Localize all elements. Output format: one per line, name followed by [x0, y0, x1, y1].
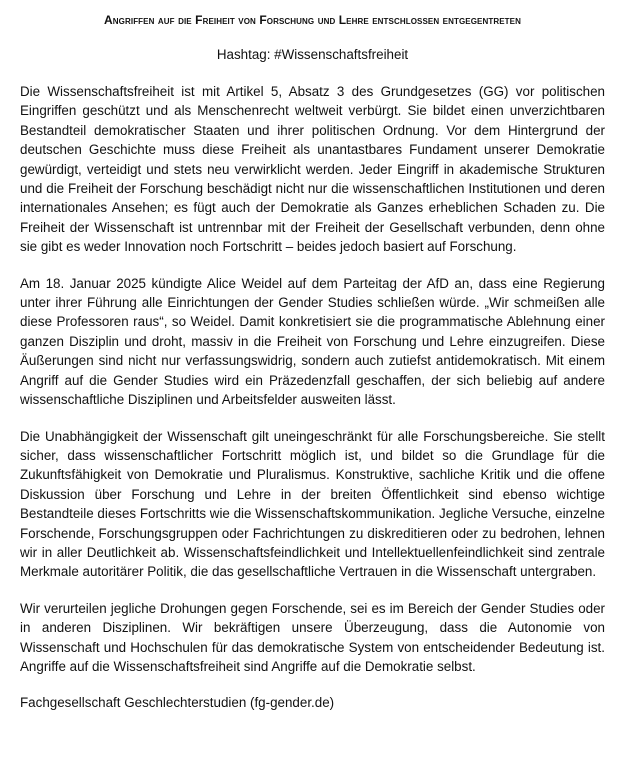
paragraph-2: Am 18. Januar 2025 kündigte Alice Weidel auf dem Parteitag der AfD an, dass eine Regierung unter ihrer Führung alle Einrichtungen der Gender Studies schließen würde. „Wir schmeißen alle diese Professoren raus“, so Weidel. Damit konkretisiert sie die programmatische Ablehnung einer ganzen Disziplin und droht, massiv in die Freiheit von Forschung und Lehre einzugreifen. Diese Äußerungen sind nicht nur verfassungswidrig, sondern auch zutiefst antidemokratisch. Mit einem Angriff auf die Gender Studies wird ein Präzedenzfall geschaffen, der sich beliebig auf andere wissenschaftliche Disziplinen und Arbeitsfelder ausweiten lässt. [20, 275, 605, 408]
signature: Fachgesellschaft Geschlechterstudien (fg-gender.de) [20, 695, 335, 711]
paragraph-3: Die Unabhängigkeit der Wissenschaft gilt uneingeschränkt für alle Forschungsbereiche. Sie stellt sicher, dass wissenschaftlicher Fortschritt möglich ist, und bildet so die Grundlage für die Zukunftsfähigkeit von Demokratie und Pluralismus. Konstruktive, sachliche Kritik und die offene Diskussion über Forschung und Lehre in der breiten Öffentlichkeit sind ebenso wichtige Bestandteile dieses Fortschritts wie die Wissenschaftskommunikation. Jegliche Versuche, einzelne Forschende, Forschungsgruppen oder Fachrichtungen zu diskreditieren oder zu bedrohen, lehnen wir in aller Deutlichkeit ab. Wissenschaftsfeindlichkeit und Intellektuellenfeindlichkeit sind zentrale Merkmale autoritärer Politik, die das gesellschaftliche Vertrauen in die Wissenschaft untergraben. [20, 428, 606, 580]
paragraph-1: Die Wissenschaftsfreiheit ist mit Artikel 5, Absatz 3 des Grundgesetzes (GG) vor politischen Eingriffen geschützt und als Menschenrecht weltweit verbürgt. Sie bildet einen unverzichtbaren Bestandteil demokratischer Staaten und ihrer politischen Ordnung. Vor dem Hintergrund der deutschen Geschichte muss diese Freiheit als unantastbares Fundament unserer Demokratie gewürdigt, verteidigt und stets neu verwirklicht werden. Jeder Eingriff in akademische Strukturen und die Freiheit der Forschung beschädigt nicht nur die wissenschaftlichen Institutionen und deren internationales Ansehen; es fügt auch der Demokratie als Ganzes erheblichen Schaden zu. Die Freiheit der Wissenschaft ist untrennbar mit der Freiheit der Gesellschaft verbunden, denn ohne sie gibt es weder Innovation noch Fortschritt – beides jedoch basiert auf Forschung. [20, 84, 605, 255]
document-title: Angriffen auf die Freiheit von Forschung und Lehre entschlossen entgegentreten [104, 13, 521, 27]
paragraph-4: Wir verurteilen jegliche Drohungen gegen Forschende, sei es im Bereich der Gender Studies oder in anderen Disziplinen. Wir bekräftigen unsere Überzeugung, dass die Autonomie von Wissenschaft und Hochschulen für das demokratische System von entscheidender Bedeutung ist. Angriffe auf die Wissenschaftsfreiheit sind Angriffe auf die Demokratie selbst. [20, 600, 605, 674]
hashtag-line: Hashtag: #Wissenschaftsfreiheit [216, 47, 409, 62]
